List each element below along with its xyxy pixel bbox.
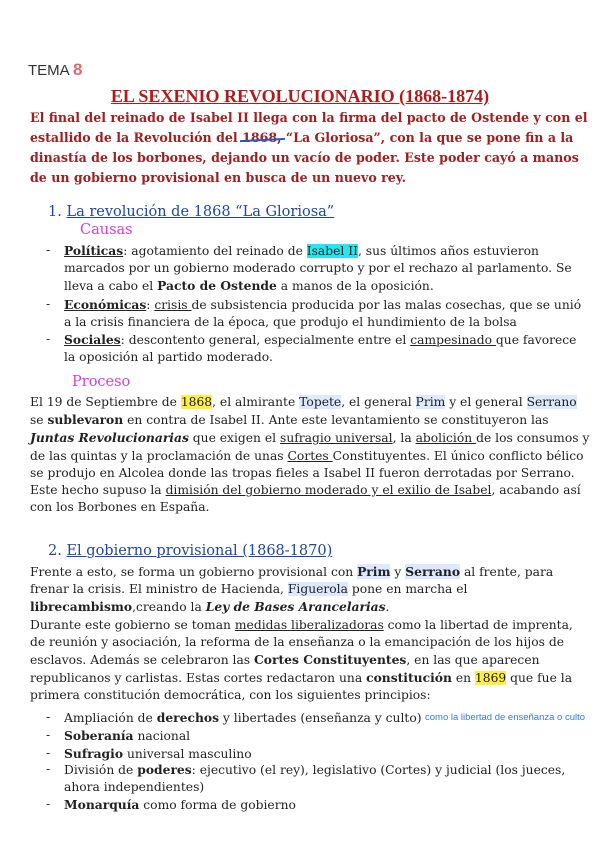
causas-subheading: Causas <box>80 222 133 238</box>
proceso-subheading: Proceso <box>72 374 131 390</box>
topic-label <box>28 60 82 80</box>
principles-list-cont <box>30 761 590 815</box>
causes-list <box>30 242 590 366</box>
proceso-paragraph: El 19 de Septiembre de 1868, el almirante Topete, el general Prim y el general Serrano se sublevaron en contra de Isabel II. Ante este levantamiento se constituyeron las Juntas Revolucionarias que exigen el sufragio universal, la abolición de los consumos y de las quintas y la proclamación de unas Cortes Constituyentes. El único conflicto bélico se produjo en Alcolea donde las tropas fieles a Isabel II fueron derrotadas por Serrano. Este hecho supuso la dimisión del gobierno moderado y el exilio de Isabel, acabando así con los Borbones en España. <box>30 395 590 515</box>
list-item: - Sufragio universal masculino <box>30 745 425 763</box>
list-item: - Sociales: descontento general, especialmente entre el campesinado que favorece la oposición al partido moderado. <box>30 331 590 366</box>
list-item: - Políticas: agotamiento del reinado de Isabel II, sus últimos años estuvieron marcados por un gobierno moderado corrupto y por el rechazo al parlamento. Se lleva a cabo el Pacto de Ostende a manos de la oposición. <box>30 242 590 296</box>
topic-word: TEMA <box>28 62 69 79</box>
intro-paragraph: El final del reinado de Isabel II llega con la firma del pacto de Ostende y con el estallido de la Revolución del 1868, “La Gloriosa”, con la que se pone fin a la dinastía de los borbones, dejando un vacío de poder. Este poder cayó a manos de un gobierno provisional en busca de un nuevo rey. <box>30 110 588 185</box>
list-item: - División de poderes: ejecutivo (el rey), legislativo (Cortes) y judicial (los jueces, ahora independientes) <box>30 761 590 796</box>
margin-comment: como la libertad de enseñanza o culto <box>425 712 586 723</box>
struck-year: 1868 <box>242 130 278 145</box>
list-item: - Monarquía como forma de gobierno <box>30 796 590 814</box>
section-2-heading: 2. El gobierno provisional (1868-1870) <box>48 543 333 559</box>
list-item: - Ampliación de derechos y libertades (enseñanza y culto) <box>30 709 425 727</box>
gobierno-paragraph: Frente a esto, se forma un gobierno provisional con Prim y Serrano al frente, para frenar la crisis. El ministro de Hacienda, Figuerola pone en marcha el librecambismo,creando la Ley de Bases Arancelarias. Durante este gobierno se toman medidas liberalizadoras como la libertad de imprenta, de reunión y asociación, la reforma de la enseñanza o la emancipación de los hijos de esclavos. Además se celebraron las Cortes Constituyentes, en las que aparecen republicanos y carlistas. Estas cortes redactaron una constitución en 1869 que fue la primera constitución democrática, con los siguientes principios: <box>30 564 573 703</box>
topic-number: 8 <box>73 60 83 79</box>
list-item: - Económicas: crisis de subsistencia producida por las malas cosechas, que se unió a la crisis financiera de la época, que produjo el hundimiento de la bolsa <box>30 296 590 331</box>
page-title: EL SEXENIO REVOLUCIONARIO (1868-1874) <box>110 86 490 106</box>
section-1-heading: 1. La revolución de 1868 “La Gloriosa” <box>48 204 335 220</box>
principles-list <box>30 709 425 764</box>
list-item: - Soberanía nacional <box>30 727 425 745</box>
